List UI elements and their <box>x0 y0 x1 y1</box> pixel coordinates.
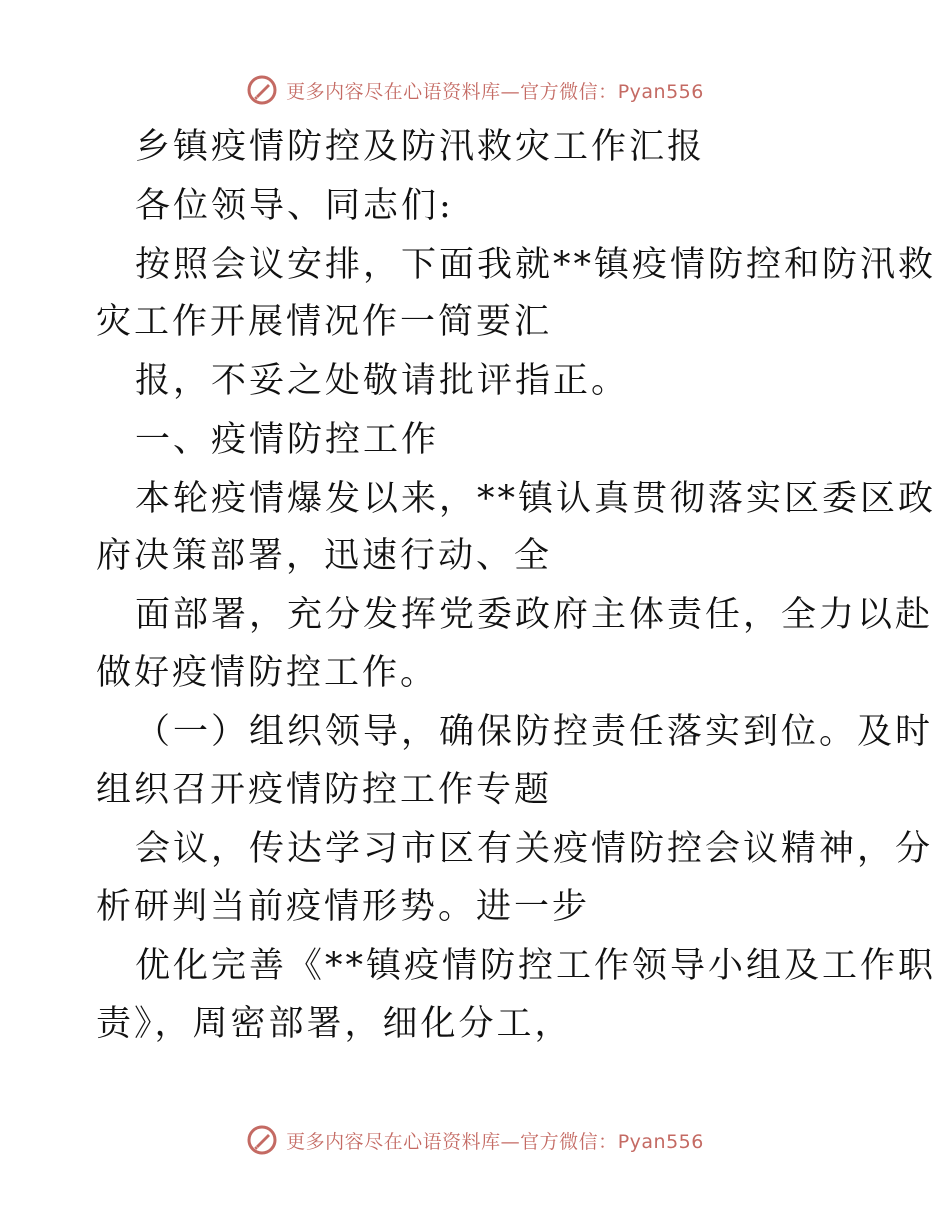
banner-wechat-id: Pyan556 <box>617 80 704 103</box>
paragraph-line: 优化完善《**镇疫情防控工作领导小组及工作职 <box>135 946 937 986</box>
salutation: 各位领导、同志们: <box>135 186 454 226</box>
paragraph-line: 会议，传达学习市区有关疫情防控会议精神，分 <box>135 829 934 869</box>
paragraph-line: 析研判当前疫情形势。进一步 <box>96 887 591 927</box>
banner-separator: — <box>500 80 521 103</box>
paragraph-line: 做好疫情防控工作。 <box>96 653 439 693</box>
paragraph-line: 灾工作开展情况作一简要汇 <box>96 302 553 342</box>
banner-site-text: 更多内容尽在心语资料库 <box>286 80 501 103</box>
paragraph-line: 按照会议安排，下面我就**镇疫情防控和防汛救 <box>135 245 937 285</box>
document-title: 乡镇疫情防控及防汛救灾工作汇报 <box>135 127 706 167</box>
paragraph-line: 面部署，充分发挥党委政府主体责任，全力以赴 <box>135 595 934 635</box>
paragraph-line: 责》，周密部署，细化分工， <box>96 1004 573 1044</box>
paragraph-line: 府决策部署，迅速行动、全 <box>96 536 553 576</box>
banner-wechat-id: Pyan556 <box>617 1130 704 1153</box>
paragraph-line: 组织召开疫情防控工作专题 <box>96 770 553 810</box>
pen-logo-icon <box>246 1124 278 1156</box>
footer-watermark-banner <box>0 1120 950 1160</box>
paragraph-line: 本轮疫情爆发以来，**镇认真贯彻落实区委区政 <box>135 479 937 519</box>
subsection-line: （一）组织领导，确保防控责任落实到位。及时 <box>135 712 934 752</box>
banner-separator: — <box>500 1130 521 1153</box>
banner-text <box>286 1127 704 1154</box>
section-heading: 一、疫情防控工作 <box>135 420 440 460</box>
banner-wechat-label: 官方微信： <box>520 1130 618 1153</box>
paragraph-line: 报，不妥之处敬请批评指正。 <box>135 361 630 401</box>
banner-site-text: 更多内容尽在心语资料库 <box>286 1130 501 1153</box>
banner-wechat-label: 官方微信： <box>520 80 618 103</box>
